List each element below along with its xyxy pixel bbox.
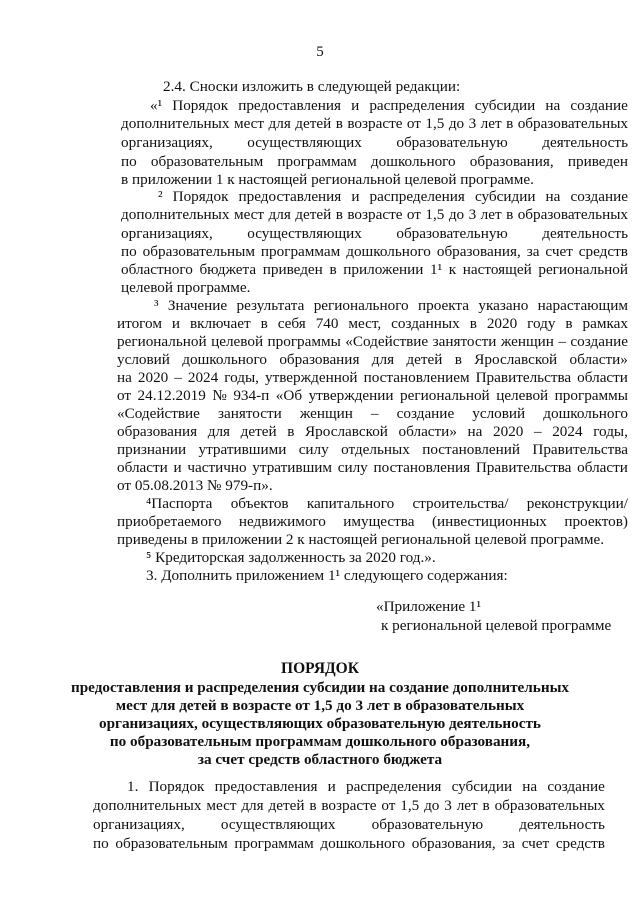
section-heading: 2.4. Сноски изложить в следующей редакции:: [163, 78, 461, 95]
order-subtitle-line: за счет средств областного бюджета: [197, 751, 443, 768]
footnote-4-line: ⁴Паспорта объектов капитального строительства/ реконструкции/: [146, 495, 628, 512]
footnote-3-line: «Содействие занятости женщин – создание условий дошкольного: [117, 405, 628, 422]
footnote-2-line: целевой программе.: [121, 279, 251, 296]
footnote-3-line: от 24.12.2019 № 934-п «Об утверждении региональной целевой программы: [117, 387, 628, 404]
footnote-4-line: приведены в приложении 2 к настоящей региональной целевой программе.: [117, 531, 605, 548]
footnote-1-line: «¹ Порядок предоставления и распределения субсидии на создание: [150, 97, 628, 114]
paragraph-1-line: организациях, осуществляющих образовательную деятельность: [93, 816, 605, 833]
footnote-3-line: на 2020 – 2024 годы, утвержденной постановлением Правительства области: [117, 369, 628, 386]
footnote-3-line: ³ Значение результата регионального проекта указано нарастающим: [154, 297, 628, 314]
footnote-1-line: по образовательным программам дошкольного образования, приведен: [121, 153, 628, 170]
footnote-3-line: образования для детей в Ярославской области» на 2020 – 2024 годы,: [117, 423, 628, 440]
appendix-subtitle: к региональной целевой программе: [381, 617, 612, 634]
paragraph-1-line: дополнительных мест для детей в возрасте от 1,5 до 3 лет в образовательных: [93, 797, 605, 814]
footnote-5-line: ⁵ Кредиторская задолженность за 2020 год.».: [146, 549, 436, 566]
order-subtitle-line: предоставления и распределения субсидии на создание дополнительных: [70, 679, 570, 696]
footnote-1-line: в приложении 1 к настоящей региональной целевой программе.: [121, 171, 534, 188]
footnote-2-line: по образовательным программам дошкольного образования, за счет средств: [121, 243, 628, 260]
paragraph-1-line: 1. Порядок предоставления и распределения субсидии на создание: [127, 778, 605, 795]
footnote-3-line: от 05.08.2013 № 979-п».: [117, 477, 273, 494]
footnote-3-line: итогом и включает в себя 740 мест, созданных в 2020 году в рамках: [117, 315, 628, 332]
footnote-2-line: областного бюджета приведен в приложении 1¹ к настоящей региональной: [121, 261, 628, 278]
order-title: ПОРЯДОК: [281, 660, 359, 677]
paragraph-1-line: по образовательным программам дошкольного образования, за счет средств: [93, 835, 605, 852]
footnote-3-line: региональной целевой программы «Содействие занятости женщин – создание: [117, 333, 628, 350]
footnote-3-line: признании утратившими силу отдельных постановлений Правительства: [117, 441, 628, 458]
footnote-2-line: организациях, осуществляющих образовательную деятельность: [121, 225, 628, 242]
footnote-1-line: дополнительных мест для детей в возрасте от 1,5 до 3 лет в образовательных: [121, 115, 628, 132]
footnote-2-line: дополнительных мест для детей в возрасте от 1,5 до 3 лет в образовательных: [121, 206, 628, 223]
item-3-text: 3. Дополнить приложением 1¹ следующего содержания:: [146, 567, 508, 584]
order-subtitle-line: по образовательным программам дошкольного образования,: [109, 733, 531, 750]
footnote-3-line: области и частично утратившим силу постановления Правительства области: [117, 459, 628, 476]
footnote-2-line: ² Порядок предоставления и распределения субсидии на создание: [158, 188, 628, 205]
order-subtitle-line: организациях, осуществляющих образовательную деятельность: [99, 715, 541, 732]
page-number: 5: [316, 44, 324, 60]
footnote-3-line: условий дошкольного образования для детей в Ярославской области»: [117, 351, 628, 368]
footnote-4-line: приобретаемого недвижимого имущества (инвестиционных проектов): [117, 513, 628, 530]
order-subtitle-line: мест для детей в возрасте от 1,5 до 3 лет в образовательных: [115, 697, 525, 714]
appendix-label: «Приложение 1¹: [376, 598, 482, 615]
footnote-1-line: организациях, осуществляющих образовательную деятельность: [121, 134, 628, 151]
